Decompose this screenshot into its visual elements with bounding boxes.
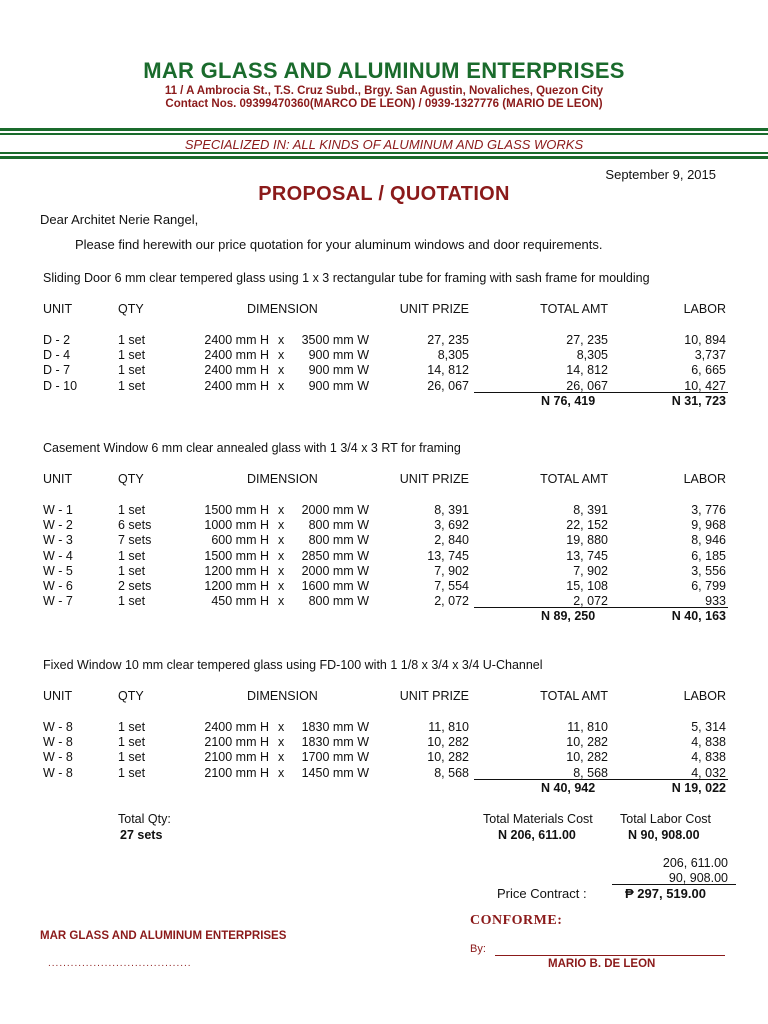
cell-labor: 10, 894 [684, 333, 726, 347]
cell-unit-prize: 8,305 [437, 348, 469, 363]
cell-unit: D - 4 [43, 348, 71, 363]
cell-unit: W - 7 [43, 594, 73, 609]
column-total-amt: TOTAL AMT [540, 302, 608, 316]
cell-qty: 2 sets [118, 579, 152, 593]
cell-x: x [278, 348, 285, 363]
cell-unit-prize: 7, 554 [434, 579, 469, 593]
cell-unit: W - 4 [43, 548, 73, 563]
cell-unit: W - 8 [43, 735, 73, 750]
cell-w: 3500 mm W [301, 333, 369, 347]
cell-unit: W - 8 [43, 750, 73, 765]
by-label: By: [470, 943, 486, 955]
column-labor: LABOR [683, 302, 726, 316]
sum-materials: 206, 611.00 [662, 856, 728, 870]
cell-unit-prize: 2, 072 [434, 594, 469, 609]
table-row [0, 750, 768, 765]
cell-qty: 1 set [118, 594, 146, 609]
cell-unit-prize: 3, 692 [434, 518, 469, 533]
company-name: MAR GLASS AND ALUMINUM ENTERPRISES [143, 58, 625, 83]
sum-labor: 90, 908.00 [668, 871, 728, 885]
cell-x: x [278, 333, 285, 347]
cell-h: 450 mm H [211, 594, 269, 609]
column-unit-prize: UNIT PRIZE [399, 302, 469, 316]
cell-h: 2100 mm H [204, 735, 269, 750]
sum-underline [612, 884, 736, 885]
cell-w: 1450 mm W [301, 765, 369, 780]
total-labor-label: Total Labor Cost [620, 812, 712, 826]
price-contract-value: ₱ 297, 519.00 [625, 886, 706, 901]
table-row [0, 518, 768, 533]
cell-labor: 9, 968 [691, 518, 726, 533]
cell-labor: 933 [705, 594, 726, 609]
cell-x: x [278, 533, 285, 548]
price-contract-label: Price Contract : [497, 886, 587, 901]
cell-h: 1200 mm H [204, 579, 269, 593]
header-band-bottom [0, 156, 768, 159]
cell-qty: 1 set [118, 750, 146, 765]
cell-labor: 4, 838 [691, 750, 726, 765]
cell-unit: D - 10 [43, 378, 78, 393]
column-qty: QTY [118, 689, 144, 703]
cell-unit-prize: 10, 282 [427, 735, 469, 750]
section-total-labor: N 31, 723 [671, 393, 726, 408]
column-labor: LABOR [683, 472, 726, 486]
cell-w: 800 mm W [308, 594, 369, 609]
document-title: PROPOSAL / QUOTATION [258, 183, 510, 205]
salutation: Dear Architet Nerie Rangel, [40, 212, 199, 227]
cell-w: 2850 mm W [301, 548, 369, 563]
column-unit: UNIT [43, 689, 73, 703]
total-qty-value: 27 sets [120, 828, 163, 842]
table-row [0, 533, 768, 548]
cell-x: x [278, 750, 285, 765]
cell-total: 22, 152 [566, 518, 608, 533]
cell-unit: D - 2 [43, 333, 71, 347]
cell-labor: 8, 946 [691, 533, 726, 548]
section-total-amt: N 76, 419 [541, 393, 596, 408]
cell-qty: 1 set [118, 363, 146, 378]
table-row [0, 549, 768, 564]
total-labor-value: N 90, 908.00 [628, 828, 700, 842]
cell-total: 7, 902 [573, 563, 608, 578]
cell-unit-prize: 11, 810 [428, 720, 469, 734]
cell-w: 1830 mm W [301, 735, 369, 750]
cell-x: x [278, 518, 285, 533]
total-materials-value: N 206, 611.00 [498, 828, 576, 842]
cell-x: x [278, 503, 285, 517]
cell-unit: W - 8 [43, 765, 73, 780]
column-unit-prize: UNIT PRIZE [399, 689, 469, 703]
quotation-date: September 9, 2015 [605, 167, 716, 182]
cell-unit: W - 5 [43, 563, 73, 578]
cell-qty: 1 set [118, 548, 146, 563]
cell-unit-prize: 13, 745 [427, 548, 469, 563]
cell-labor: 6, 665 [691, 363, 726, 378]
column-dimension: DIMENSION [247, 302, 318, 316]
cell-labor: 4, 032 [691, 765, 726, 780]
cell-h: 2400 mm H [204, 720, 269, 734]
cell-total: 15, 108 [566, 579, 608, 593]
footer-company-name: MAR GLASS AND ALUMINUM ENTERPRISES [40, 930, 287, 942]
cell-unit-prize: 27, 235 [427, 333, 469, 347]
cell-total: 11, 810 [567, 720, 608, 734]
cell-h: 1500 mm H [204, 503, 269, 517]
cell-w: 2000 mm W [301, 503, 369, 517]
section-total-labor: N 40, 163 [671, 609, 726, 624]
cell-qty: 1 set [118, 348, 146, 363]
cell-h: 2400 mm H [204, 348, 269, 363]
table-header-row [0, 689, 768, 704]
company-address: 11 / A Ambrocia St., T.S. Cruz Subd., Brgy. San Agustin, Novaliches, Quezon City [164, 85, 604, 97]
cell-w: 1700 mm W [301, 750, 369, 765]
cell-h: 1500 mm H [204, 548, 269, 563]
cell-x: x [278, 363, 285, 378]
cell-total: 10, 282 [566, 750, 608, 765]
cell-total: 10, 282 [566, 735, 608, 750]
cell-labor: 3, 556 [691, 563, 726, 578]
cell-labor: 6, 185 [691, 548, 726, 563]
cell-qty: 6 sets [118, 518, 152, 533]
cell-qty: 1 set [118, 735, 146, 750]
cell-h: 2400 mm H [204, 363, 269, 378]
table-row [0, 333, 768, 348]
section-description: Sliding Door 6 mm clear tempered glass using 1 x 3 rectangular tube for framing with sash frame for moulding [43, 271, 650, 285]
cell-h: 1000 mm H [204, 518, 269, 533]
cell-h: 600 mm H [211, 533, 269, 548]
cell-unit: W - 1 [43, 503, 73, 517]
cell-w: 900 mm W [308, 378, 369, 393]
cell-labor: 4, 838 [691, 735, 726, 750]
column-total-amt: TOTAL AMT [540, 689, 608, 703]
column-dimension: DIMENSION [247, 689, 318, 703]
cell-total: 13, 745 [566, 548, 608, 563]
intro-paragraph: Please find herewith our price quotation for your aluminum windows and door requirements. [75, 237, 603, 252]
column-unit: UNIT [43, 472, 73, 486]
column-total-amt: TOTAL AMT [540, 472, 608, 486]
total-qty-label: Total Qty: [118, 812, 171, 826]
cell-qty: 7 sets [118, 533, 152, 548]
totals-underline [474, 392, 728, 393]
table-row [0, 720, 768, 735]
cell-unit-prize: 2, 840 [434, 533, 469, 548]
cell-qty: 1 set [118, 378, 146, 393]
table-header-row [0, 472, 768, 487]
cell-x: x [278, 378, 285, 393]
table-row [0, 735, 768, 750]
column-labor: LABOR [683, 689, 726, 703]
cell-w: 800 mm W [308, 533, 369, 548]
cell-unit-prize: 8, 568 [434, 765, 469, 780]
column-qty: QTY [118, 302, 144, 316]
cell-w: 1830 mm W [301, 720, 369, 734]
cell-total: 26, 067 [566, 378, 608, 393]
cell-x: x [278, 735, 285, 750]
footer-band-rule [0, 152, 768, 154]
cell-h: 2100 mm H [204, 750, 269, 765]
cell-w: 1600 mm W [301, 579, 369, 593]
cell-qty: 1 set [118, 720, 146, 734]
cell-total: 19, 880 [566, 533, 608, 548]
table-row [0, 363, 768, 378]
cell-qty: 1 set [118, 503, 146, 517]
cell-x: x [278, 579, 285, 593]
column-unit: UNIT [43, 302, 73, 316]
cell-unit-prize: 14, 812 [427, 363, 469, 378]
cell-unit: W - 2 [43, 518, 73, 533]
header-band-rule [0, 133, 768, 135]
cell-total: 14, 812 [566, 363, 608, 378]
cell-labor: 3,737 [694, 348, 726, 363]
cell-total: 8, 391 [573, 503, 608, 517]
cell-total: 8,305 [576, 348, 608, 363]
table-row [0, 348, 768, 363]
cell-x: x [278, 548, 285, 563]
signature-dots: ...................................... [48, 958, 192, 969]
cell-unit-prize: 8, 391 [434, 503, 469, 517]
totals-underline [474, 779, 728, 780]
cell-labor: 3, 776 [691, 503, 726, 517]
table-row [0, 503, 768, 518]
specialization-text: SPECIALIZED IN: ALL KINDS OF ALUMINUM AND GLASS WORKS [184, 137, 584, 152]
cell-h: 2400 mm H [204, 378, 269, 393]
totals-underline [474, 607, 728, 608]
cell-total: 27, 235 [566, 333, 608, 347]
cell-unit: D - 7 [43, 363, 71, 378]
cell-x: x [278, 563, 285, 578]
section-total-amt: N 89, 250 [541, 609, 596, 624]
cell-total: 2, 072 [573, 594, 608, 609]
cell-h: 2100 mm H [204, 765, 269, 780]
signatory-name: MARIO B. DE LEON [548, 958, 656, 970]
table-row [0, 579, 768, 594]
cell-w: 900 mm W [308, 363, 369, 378]
section-description: Fixed Window 10 mm clear tempered glass using FD-100 with 1 1/8 x 3/4 x 3/4 U-Channel [43, 658, 543, 672]
cell-h: 2400 mm H [204, 333, 269, 347]
cell-labor: 10, 427 [684, 378, 726, 393]
company-contacts: Contact Nos. 09399470360(MARCO DE LEON) / 0939-1327776 (MARIO DE LEON) [165, 98, 603, 110]
section-description: Casement Window 6 mm clear annealed glass with 1 3/4 x 3 RT for framing [43, 441, 461, 455]
cell-qty: 1 set [118, 333, 146, 347]
column-dimension: DIMENSION [247, 472, 318, 486]
cell-unit-prize: 26, 067 [427, 378, 469, 393]
table-header-row [0, 302, 768, 317]
total-materials-label: Total Materials Cost [483, 812, 593, 826]
cell-x: x [278, 594, 285, 609]
cell-labor: 5, 314 [691, 720, 726, 734]
cell-unit: W - 3 [43, 533, 73, 548]
cell-unit-prize: 7, 902 [434, 563, 469, 578]
section-totals-row [0, 394, 768, 409]
conforme-label: CONFORME: [470, 913, 563, 928]
table-row [0, 564, 768, 579]
cell-total: 8, 568 [573, 765, 608, 780]
cell-qty: 1 set [118, 765, 146, 780]
cell-unit-prize: 10, 282 [427, 750, 469, 765]
cell-w: 2000 mm W [301, 563, 369, 578]
cell-w: 900 mm W [308, 348, 369, 363]
cell-x: x [278, 765, 285, 780]
section-totals-row [0, 609, 768, 624]
cell-x: x [278, 720, 285, 734]
column-unit-prize: UNIT PRIZE [399, 472, 469, 486]
cell-h: 1200 mm H [204, 563, 269, 578]
section-total-labor: N 19, 022 [671, 780, 726, 795]
cell-labor: 6, 799 [691, 579, 726, 593]
cell-qty: 1 set [118, 563, 146, 578]
cell-w: 800 mm W [308, 518, 369, 533]
header-band-top [0, 128, 768, 131]
section-total-amt: N 40, 942 [541, 780, 596, 795]
signature-line [495, 955, 725, 956]
cell-unit: W - 8 [43, 720, 73, 734]
cell-unit: W - 6 [43, 579, 73, 593]
column-qty: QTY [118, 472, 144, 486]
section-totals-row [0, 781, 768, 796]
